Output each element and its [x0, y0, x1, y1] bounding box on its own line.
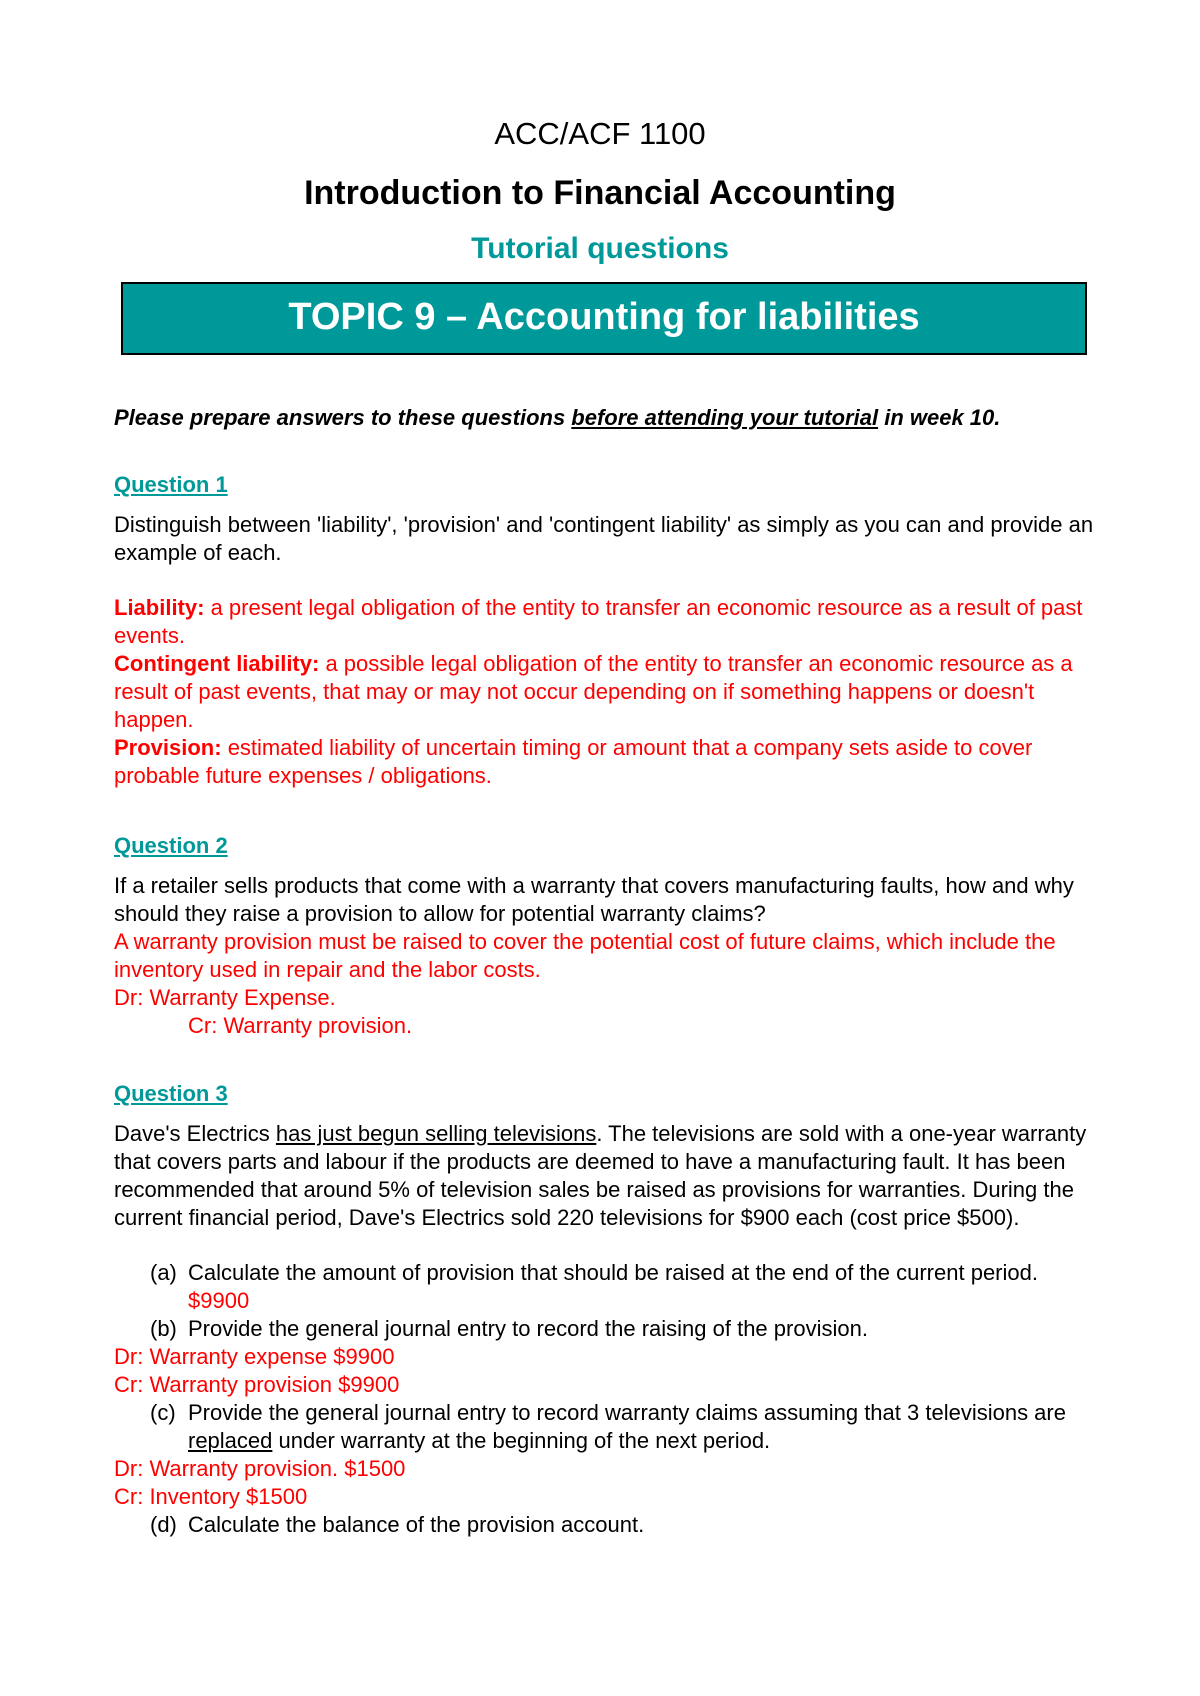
intro-text-end: in week 10.	[878, 405, 1001, 430]
liability-label: Liability:	[114, 595, 205, 620]
answer-provision	[114, 734, 1094, 790]
question-1-text: Distinguish between 'liability', 'provision' and 'contingent liability' as simply as you can and provide an example of each.	[114, 512, 1094, 565]
part-b-credit: Cr: Warranty provision $9900	[114, 1372, 400, 1397]
question-1-heading: Question 1	[114, 472, 228, 497]
part-d	[114, 1511, 1094, 1539]
provision-definition: estimated liability of uncertain timing or amount that a company sets aside to cover probable future expenses / obligations.	[114, 735, 1033, 788]
part-c-credit: Cr: Inventory $1500	[114, 1484, 308, 1509]
part-b	[114, 1315, 1094, 1343]
document-subtitle: Tutorial questions	[471, 232, 729, 265]
course-code: ACC/ACF 1100	[494, 116, 706, 151]
question-1-section	[114, 471, 1094, 790]
question-2-answer: A warranty provision must be raised to cover the potential cost of future claims, which include the inventory used in repair and the labor costs.	[114, 929, 1056, 982]
answer-contingent-liability	[114, 650, 1094, 734]
question-3-text	[114, 1120, 1094, 1232]
question-2-section	[114, 832, 1094, 1040]
provision-label: Provision:	[114, 735, 222, 760]
intro-text: Please prepare answers to these questions	[114, 405, 572, 430]
question-3-text-start: Dave's Electrics	[114, 1121, 276, 1146]
part-c-marker: (c)	[150, 1400, 176, 1425]
part-c-debit: Dr: Warranty provision. $1500	[114, 1456, 406, 1481]
part-a-marker: (a)	[150, 1260, 177, 1285]
part-a-text: Calculate the amount of provision that should be raised at the end of the current period.	[188, 1260, 1038, 1285]
intro-instructions	[114, 404, 1094, 432]
question-2-text: If a retailer sells products that come with a warranty that covers manufacturing faults, how and why should they raise a provision to allow for potential warranty claims?	[114, 873, 1074, 926]
part-c-text-end: under warranty at the beginning of the next period.	[272, 1428, 771, 1453]
intro-emphasis: before attending your tutorial	[571, 405, 879, 430]
part-a	[114, 1259, 1094, 1287]
question-2-heading: Question 2	[114, 833, 228, 858]
question-3-section	[114, 1080, 1094, 1539]
part-d-marker: (d)	[150, 1512, 177, 1537]
part-d-text: Calculate the balance of the provision account.	[188, 1512, 645, 1537]
contingent-liability-label: Contingent liability:	[114, 651, 320, 676]
liability-definition: a present legal obligation of the entity to transfer an economic resource as a result of past events.	[114, 595, 1083, 648]
answer-liability	[114, 594, 1094, 650]
question-2-debit: Dr: Warranty Expense.	[114, 985, 336, 1010]
part-c-emphasis: replaced	[188, 1428, 273, 1453]
course-title: Introduction to Financial Accounting	[304, 174, 896, 212]
part-b-debit: Dr: Warranty expense $9900	[114, 1344, 395, 1369]
part-b-text: Provide the general journal entry to record the raising of the provision.	[188, 1316, 868, 1341]
contingent-liability-definition: a possible legal obligation of the entity to transfer an economic resource as a result of past events, that may or may not occur depending on if something happens or doesn't happen.	[114, 651, 1073, 732]
part-c-text: Provide the general journal entry to record warranty claims assuming that 3 televisions are	[188, 1400, 1066, 1425]
question-3-heading: Question 3	[114, 1081, 228, 1106]
question-3-emphasis: has just begun selling televisions	[275, 1121, 597, 1146]
part-b-marker: (b)	[150, 1316, 177, 1341]
question-2-credit: Cr: Warranty provision.	[188, 1013, 413, 1038]
question-3-text-end: . The televisions are sold with a one-year warranty that covers parts and labour if the products are deemed to have a manufacturing fault. It has been recommended that around 5% of television sales be raised as provisions for warranties. During the current financial period, Dave's Electrics sold 220 televisions for $900 each (cost price $500).	[114, 1121, 1087, 1230]
part-c	[114, 1399, 1094, 1455]
part-a-answer: $9900	[188, 1288, 250, 1313]
topic-banner: TOPIC 9 – Accounting for liabilities	[121, 282, 1087, 355]
